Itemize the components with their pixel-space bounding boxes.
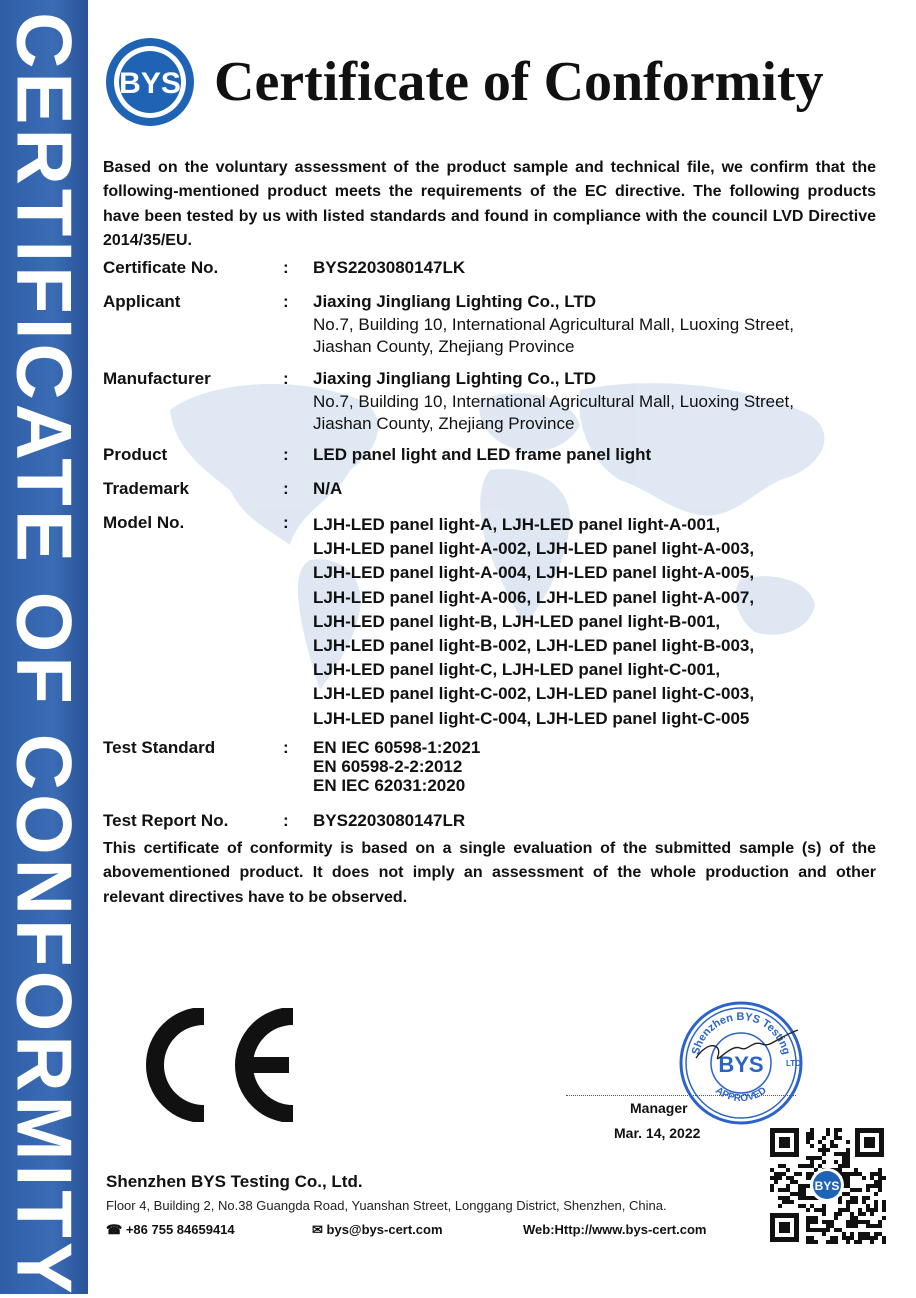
phone-icon: ☎ [106,1222,123,1237]
model-line: LJH-LED panel light-C-002, LJH-LED panel light-C-003, [313,684,755,704]
envelope-icon: ✉ [312,1222,323,1237]
standard-line: EN 60598-2-2:2012 [313,757,463,776]
model-line: LJH-LED panel light-A-006, LJH-LED panel light-A-007, [313,587,755,607]
model-no-label: Model No. [103,513,185,532]
certificate-no-value: BYS2203080147LK [313,258,466,277]
approval-stamp [678,1000,804,1126]
colon: : [283,445,289,464]
test-report-value: BYS2203080147LR [313,811,466,830]
footer-company: Shenzhen BYS Testing Co., Ltd. [106,1172,363,1191]
manufacturer-name: Jiaxing Jingliang Lighting Co., LTD [313,369,597,388]
model-line: LJH-LED panel light-B, LJH-LED panel light-B-001, [313,611,721,631]
model-line: LJH-LED panel light-B-002, LJH-LED panel light-B-003, [313,636,755,656]
product-label: Product [103,445,168,464]
trademark-label: Trademark [103,479,189,498]
phone-number: +86 755 84659414 [125,1222,235,1237]
colon: : [283,738,289,757]
colon: : [283,479,289,498]
footer-web: Web:Http://www.bys-cert.com [523,1222,707,1237]
test-standard-label: Test Standard [103,738,216,757]
model-line: LJH-LED panel light-A, LJH-LED panel light-A-001, [313,515,721,534]
stamp-top-text: Shenzhen BYS Testing [689,1010,793,1056]
email-address: bys@bys-cert.com [326,1222,443,1237]
intro-paragraph: Based on the voluntary assessment of the product sample and technical file, we confirm that the following-mentioned product meets the requirements of the EC directive. The following products have been tested by us with listed standards and found in compliance with the council LVD Directive 2014/35/EU. [103,159,876,249]
model-no-list [313,513,754,731]
product-value: LED panel light and LED frame panel light [313,445,652,464]
footer-email [312,1222,443,1238]
trademark-value: N/A [313,479,343,498]
colon: : [283,369,289,388]
issue-date: Mar. 14, 2022 [614,1125,701,1141]
model-line: LJH-LED panel light-C-004, LJH-LED panel light-C-005 [313,708,750,728]
colon: : [283,292,289,311]
colon: : [283,811,289,830]
qr-logo-text: BYS [814,1179,840,1193]
sidebar-band [0,0,89,1298]
test-report-label: Test Report No. [103,811,229,830]
standard-line: EN IEC 62031:2020 [313,776,466,795]
manufacturer-value [313,369,794,434]
svg-text:APPROVED [713,1085,768,1104]
colon: : [283,513,289,532]
stamp-side-text: LTD [786,1059,801,1068]
certificate-no-label: Certificate No. [103,258,219,277]
manufacturer-address-line2: Jiashan County, Zhejiang Province [313,413,575,433]
model-line: LJH-LED panel light-C, LJH-LED panel light-C-001, [313,660,721,680]
applicant-address-line2: Jiashan County, Zhejiang Province [313,336,575,356]
test-standard-list [313,738,480,795]
applicant-label: Applicant [103,292,181,311]
closing-paragraph: This certificate of conformity is based on a single evaluation of the submitted sample (s) of the abovementioned product. It does not imply an assessment of the whole production and other relevant directives have to be observed. [103,840,876,906]
standard-line: EN IEC 60598-1:2021 [313,738,481,757]
manufacturer-address-line1: No.7, Building 10, International Agricultural Mall, Luoxing Street, [313,392,794,411]
colon: : [283,258,289,277]
certificate-title: Certificate of Conformity [214,51,824,113]
stamp-center-text: BYS [718,1052,764,1077]
qr-code [768,1126,886,1244]
footer-address: Floor 4, Building 2, No.38 Guangda Road, Yuanshan Street, Longgang District, Shenzhen, China. [106,1198,667,1213]
bys-logo [104,36,196,128]
sidebar-text: CERTIFICATE OF CONFORMITY [0,12,89,1298]
footer-phone [106,1222,235,1238]
manufacturer-label: Manufacturer [103,369,211,388]
applicant-value [313,292,794,357]
stamp-bottom-text: APPROVED [713,1085,769,1105]
manager-title: Manager [630,1100,688,1116]
applicant-name: Jiaxing Jingliang Lighting Co., LTD [313,292,597,311]
applicant-address-line1: No.7, Building 10, International Agricultural Mall, Luoxing Street, [313,315,794,334]
ce-mark [142,1008,300,1122]
model-line: LJH-LED panel light-A-002, LJH-LED panel light-A-003, [313,539,755,559]
logo-text: BYS [119,67,181,100]
model-line: LJH-LED panel light-A-004, LJH-LED panel light-A-005, [313,563,755,583]
